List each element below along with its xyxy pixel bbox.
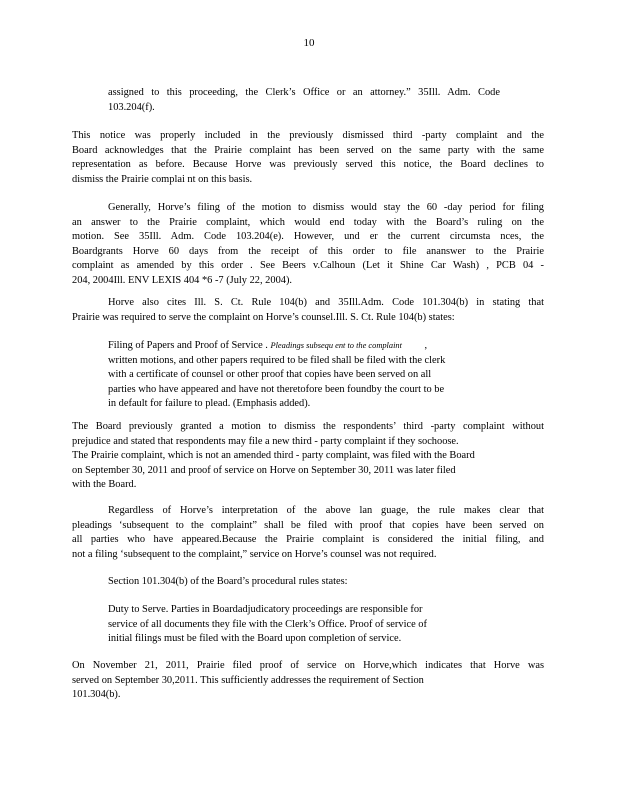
text-line: Duty to Serve. Parties in Boardadjudicatory proceedings are responsible for <box>108 604 423 615</box>
emphasized-text: Pleadings subsequ ent to the complaint <box>270 341 402 350</box>
text-line: Horve also cites Ill. S. Ct. Rule 104(b) and 35Ill.Adm. Code 101.304(b) in stating that <box>108 297 544 308</box>
text-line: 103.204(f). <box>108 101 155 113</box>
paragraph-notice <box>72 129 544 187</box>
text-line: served on September 30,2011. This sufficiently addresses the requirement of Section <box>72 674 424 686</box>
text-line: prejudice and stated that respondents may file a new third - party complaint if they sochoose. <box>72 435 459 447</box>
text-line: Prairie was required to serve the complaint on Horve’s counsel.Ill. S. Ct. Rule 104(b) states: <box>72 311 455 323</box>
text-line <box>108 339 506 354</box>
text-line: on September 30, 2011 and proof of service on Horve on September 30, 2011 was later filed <box>72 464 456 476</box>
text-line: Section 101.304(b) of the Board’s procedural rules states: <box>108 576 348 587</box>
text-line: 101.304(b). <box>72 689 121 701</box>
text-line: not a filing ‘subsequent to the complaint,” service on Horve’s counsel was not required. <box>72 548 437 560</box>
paragraph-board-previously <box>72 420 544 493</box>
text-line: 204, 2004Ill. ENV LEXIS 404 *6 -7 (July 22, 2004). <box>72 274 293 286</box>
quote-heading: Filing of Papers and Proof of Service . <box>108 340 268 351</box>
text-line: This notice was properly included in the previously dismissed third -party complaint and the <box>72 130 544 141</box>
block-quote-rule-104b <box>108 339 506 412</box>
text-line: service of all documents they file with the Clerk’s Office. Proof of service of <box>108 618 427 630</box>
text-line: The Prairie complaint, which is not an amended third - party complaint, was filed with the Board <box>72 450 475 462</box>
page-number: 10 <box>303 37 315 49</box>
paragraph-horve-cites <box>72 296 544 325</box>
text-line: dismiss the Prairie complai nt on this basis. <box>72 173 253 185</box>
paragraph-november <box>72 659 544 703</box>
text-line: Boardgrants Horve 60 days from the receipt of this order to file ananswer to the Prairie <box>72 245 544 257</box>
text-line: assigned to this proceeding, the Clerk’s Office or an attorney.” 35Ill. Adm. Code <box>108 87 500 98</box>
paragraph-regardless <box>72 504 544 562</box>
text-line: On November 21, 2011, Prairie filed proof of service on Horve,which indicates that Horve was <box>72 660 544 671</box>
block-quote-duty-to-serve <box>108 603 478 647</box>
text-line: Board acknowledges that the Prairie complaint has been served on the same party with the same <box>72 144 544 156</box>
text-line: Regardless of Horve’s interpretation of the above lan guage, the rule makes clear that <box>108 505 544 516</box>
paragraph-generally <box>72 201 544 289</box>
text-line: The Board previously granted a motion to dismiss the respondents’ third -party complaint without <box>72 421 544 432</box>
text-line: initial filings must be filed with the Board upon completion of service. <box>108 633 402 645</box>
text-line: in default for failure to plead. (Emphasis added). <box>108 398 311 410</box>
comma: , <box>424 340 428 351</box>
text-line: parties who have appeared and have not theretofore been foundby the court to be <box>108 383 445 395</box>
text-line: with a certificate of counsel or other proof that copies have been served on all <box>108 369 432 381</box>
text-line: motion. See 35Ill. Adm. Code 103.204(e). However, und er the current circumsta nces, the <box>72 231 544 243</box>
text-line: written motions, and other papers required to be filed shall be filed with the clerk <box>108 354 446 366</box>
text-line: all parties who have appeared.Because the Prairie complaint is considered the initial filing, and <box>72 534 544 546</box>
quote-continuation <box>108 86 500 115</box>
text-line: pleadings ‘subsequent to the complaint” shall be filed with proof that copies have been served on <box>72 519 544 531</box>
paragraph-section-intro <box>108 575 508 590</box>
text-line: an answer to the Prairie complaint, which would end today with the Board’s ruling on the <box>72 216 544 228</box>
text-line: with the Board. <box>72 479 137 491</box>
text-line: Generally, Horve’s filing of the motion to dismiss would stay the 60 -day period for filing <box>108 202 544 213</box>
text-line: complaint as amended by this order . See Beers v.Calhoun (Let it Shine Car Wash) , PCB 04 - <box>72 260 544 272</box>
text-line: representation as before. Because Horve was previously served this notice, the Board declines to <box>72 159 544 171</box>
